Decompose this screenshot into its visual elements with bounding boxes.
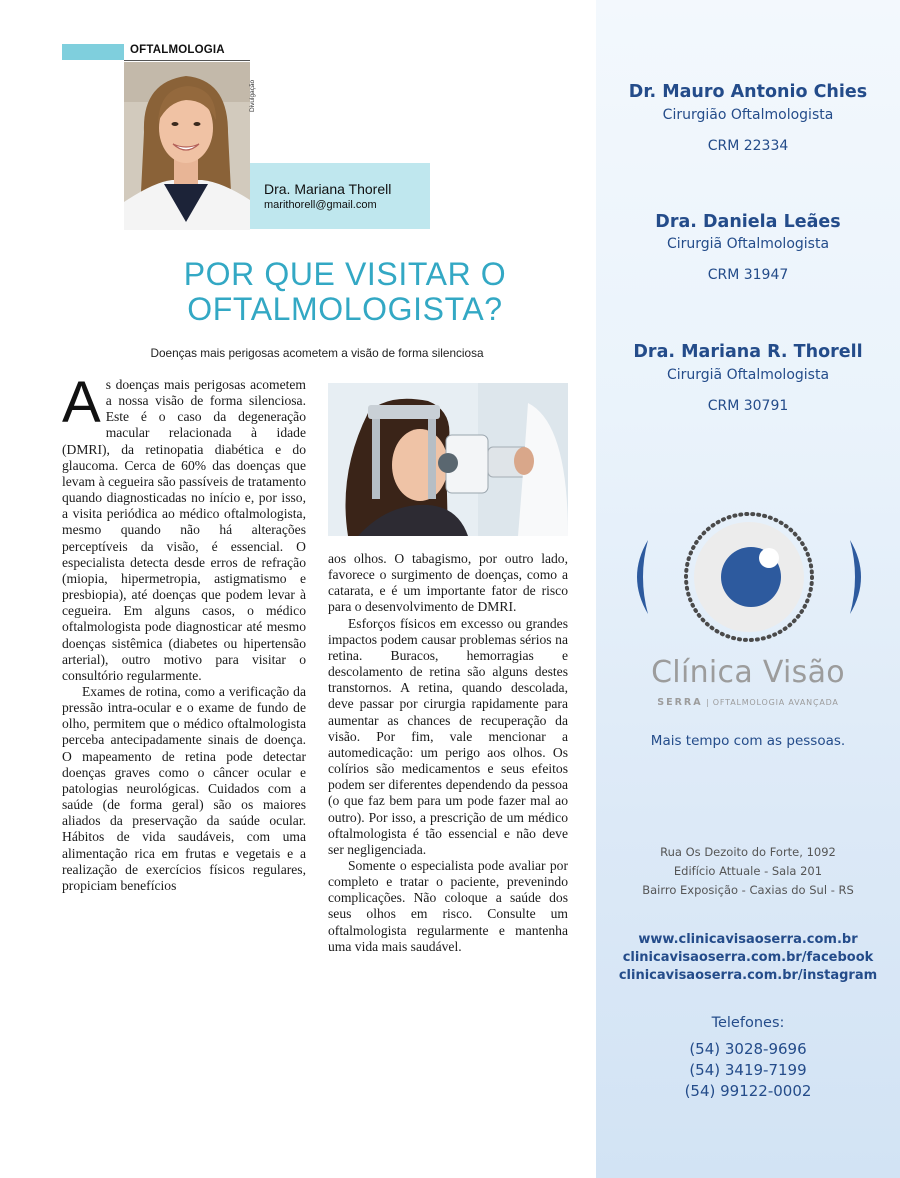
paragraph: As doenças mais perigosas acometem a nossa visão de forma silenciosa. Este é o caso da degeneração macular relacionada à idade (DMRI), da retinopatia diabética e do glaucoma. Cerca de 60% das doenças que levam à cegueira são passíveis de tratamento quando diagnosticadas no início e, por isso, a visita periódica ao médico oftalmologista, mesmo quando não há alterações perceptíveis da visão, é essencial. O especialista detecta desde erros de refração (miopia, hipermetropia, astigmatismo e presbiopia), até doenças que podem levar à cegueira. Em alguns casos, o médico oftalmologista pode diagnosticar até mesmo doenças sistêmica (diabetes ou hipertensão arterial), outro motivo para visitar o consultório regularmente. — [62, 370, 306, 683]
article-column-left — [62, 370, 306, 894]
clinic-name: Clínica Visão — [651, 655, 845, 690]
facebook-link[interactable]: clinicavisaoserra.com.br/facebook — [622, 950, 874, 965]
photo-credit: Divulgação — [249, 79, 256, 112]
instagram-link[interactable]: clinicavisaoserra.com.br/instagram — [618, 968, 878, 983]
clinic-slogan: Mais tempo com as pessoas. — [650, 733, 846, 749]
paragraph: Esforços físicos em excesso ou grandes impactos podem causar problemas sérios na retina. Buracos, hemorragias e descolamento de retina são alguns destes transtornos. A retina, quando descolada, deve passar por cirurgia rapidamente para aumentar as chances de recuperação da visão. Por fim, vale mencionar a automedicação: um perigo aos olhos. Os colírios são medicamentos e seus efeitos podem ser diferentes dependendo da pessoa (o que faz bem para um pode fazer mal ao outro). Por isso, a prescrição de um médico oftalmologista é tão essencial e não deve ser negligenciada. — [328, 615, 568, 857]
article-title: POR QUE VISITAR O OFTALMOLOGISTA? — [183, 256, 507, 327]
section-label: OFTALMOLOGIA — [130, 44, 225, 56]
doctor-name: Dra. Daniela Leães — [655, 212, 841, 232]
phones-label: Telefones: — [711, 1015, 785, 1031]
doctor-name: Dra. Mariana R. Thorell — [633, 342, 863, 362]
address-line: Edifício Attuale - Sala 201 — [673, 864, 823, 878]
clinic-sub-brand: SERRA | OFTALMOLOGIA AVANÇADA — [657, 697, 839, 708]
doctor-role: Cirurgiã Oftalmologista — [666, 236, 830, 252]
doctor-crm: CRM 30791 — [707, 398, 789, 414]
clinic-eye-logo-icon — [624, 512, 874, 642]
address-line: Bairro Exposição - Caxias do Sul - RS — [642, 883, 854, 897]
phone-number[interactable]: (54) 99122-0002 — [684, 1082, 812, 1100]
doctor-crm: CRM 31947 — [707, 267, 789, 283]
article-column-right — [328, 551, 568, 955]
author-name: Dra. Mariana Thorell — [264, 181, 392, 197]
doctor-crm: CRM 22334 — [707, 138, 789, 154]
address-line: Rua Os Dezoito do Forte, 1092 — [660, 845, 836, 859]
section-color-bar — [62, 44, 124, 60]
phone-number[interactable]: (54) 3028-9696 — [689, 1040, 807, 1058]
paragraph: aos olhos. O tabagismo, por outro lado, favorece o surgimento de doenças, como a catarata, e é um importante fator de risco para o desenvolvimento de DMRI. — [328, 551, 568, 615]
article-subtitle: Doenças mais perigosas acometem a visão de forma silenciosa — [150, 346, 484, 360]
doctor-role: Cirurgião Oftalmologista — [662, 107, 834, 123]
dropcap: A — [62, 370, 101, 435]
paragraph: Somente o especialista pode avaliar por completo e tratar o paciente, prevenindo complicações. Não coloque a saúde dos seus olhos em risco. Consulte um oftalmologista regularmente e mantenha uma vida mais saudável. — [328, 857, 568, 954]
author-photo — [124, 62, 250, 230]
eye-exam-photo — [328, 383, 568, 536]
doctor-role: Cirurgiã Oftalmologista — [666, 367, 830, 383]
section-divider — [124, 60, 250, 61]
author-email: marithorell@gmail.com — [264, 199, 377, 211]
phone-number[interactable]: (54) 3419-7199 — [689, 1061, 807, 1079]
paragraph: Exames de rotina, como a verificação da pressão intra-ocular e o exame de fundo de olho, permitem que o médico oftalmologista perceba antecipadamente sinais de doença. O mapeamento de retina pode detectar doenças graves como o câncer ocular e patologias neurológicas. Cuidados com a saúde (de forma geral) são os maiores aliados da preservação da saúde ocular. Hábitos de vida saudáveis, com uma alimentação rica em frutas e vegetais e a realização de exercícios físicos regulares, propiciam benefícios — [62, 683, 306, 893]
doctor-name: Dr. Mauro Antonio Chies — [628, 82, 868, 102]
website-link[interactable]: www.clinicavisaoserra.com.br — [638, 932, 858, 947]
